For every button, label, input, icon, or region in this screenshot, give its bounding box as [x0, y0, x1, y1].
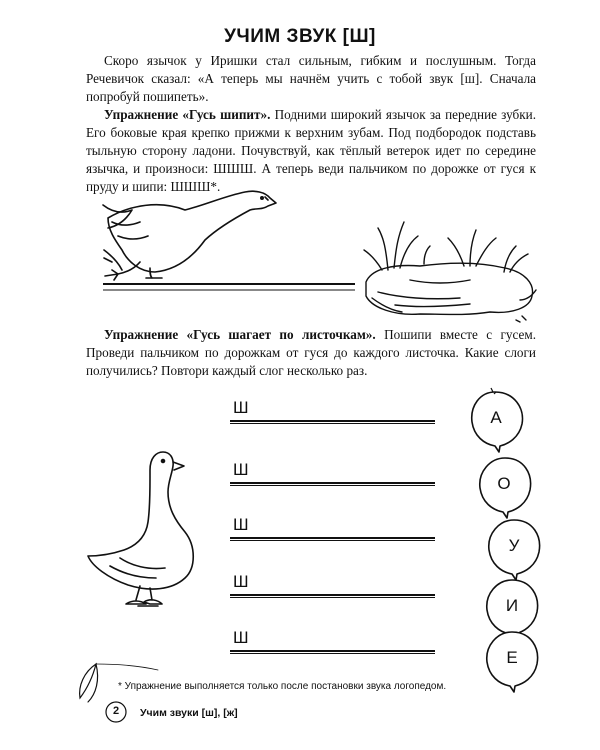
exercise-2-paragraph [86, 326, 536, 380]
exercise-1-text: Подними широкий язычок за передние зубки. Его боковые края крепко прижми к верхним зубам. Под подбородок подставь тыльную сторону ладони. Почувствуй, как тёплый ветерок идет по середине язычка, и произноси: ШШШ. А теперь веди пальчиком по дорожке от гуся к пруду и шипи: ШШШ*. [86, 107, 537, 194]
track-line-a [230, 420, 435, 424]
track-line-e [230, 650, 435, 654]
track-line-i [230, 594, 435, 598]
running-goose-illustration [103, 191, 276, 280]
pond-illustration [364, 222, 536, 322]
track-letter-sh: Ш [233, 460, 249, 479]
exercise-1-heading: Упражнение «Гусь шипит». [104, 107, 271, 122]
intro-text: Скоро язычок у Иришки стал сильным, гибким и послушным. Тогда Речевичок сказал: «А теперь мы начнём учить с тобой звук [ш]. Сначала попробуй пошипеть». [86, 53, 536, 104]
exercise-2-text: Пошипи вместе с гусем. Проведи пальчиком по дорожкам от гуся до каждого листочка. Какие слоги получились? Повтори каждый слог несколько раз. [86, 327, 536, 378]
leaf-letter-e: Е [506, 648, 518, 667]
leaf-letter-o: О [497, 474, 511, 493]
leaf-letter-u: У [508, 536, 520, 555]
page-number: 2 [112, 705, 120, 717]
standing-goose-illustration [88, 452, 193, 606]
track-letter-sh: Ш [233, 398, 249, 417]
footnote: * Упражнение выполняется только после постановки звука логопедом. [118, 681, 447, 692]
track-letter-sh: Ш [233, 515, 249, 534]
track-letter-sh: Ш [233, 628, 249, 647]
leaf-letter-a: А [490, 408, 502, 427]
track-letter-sh: Ш [233, 572, 249, 591]
leaf-letter-i: И [505, 596, 519, 615]
exercise-2-heading: Упражнение «Гусь шагает по листочкам». [104, 327, 376, 342]
track-line-o [230, 482, 435, 486]
page-title: УЧИМ ЗВУК [Ш] [224, 26, 376, 47]
running-title: Учим звуки [ш], [ж] [140, 707, 238, 719]
track-line-u [230, 537, 435, 541]
